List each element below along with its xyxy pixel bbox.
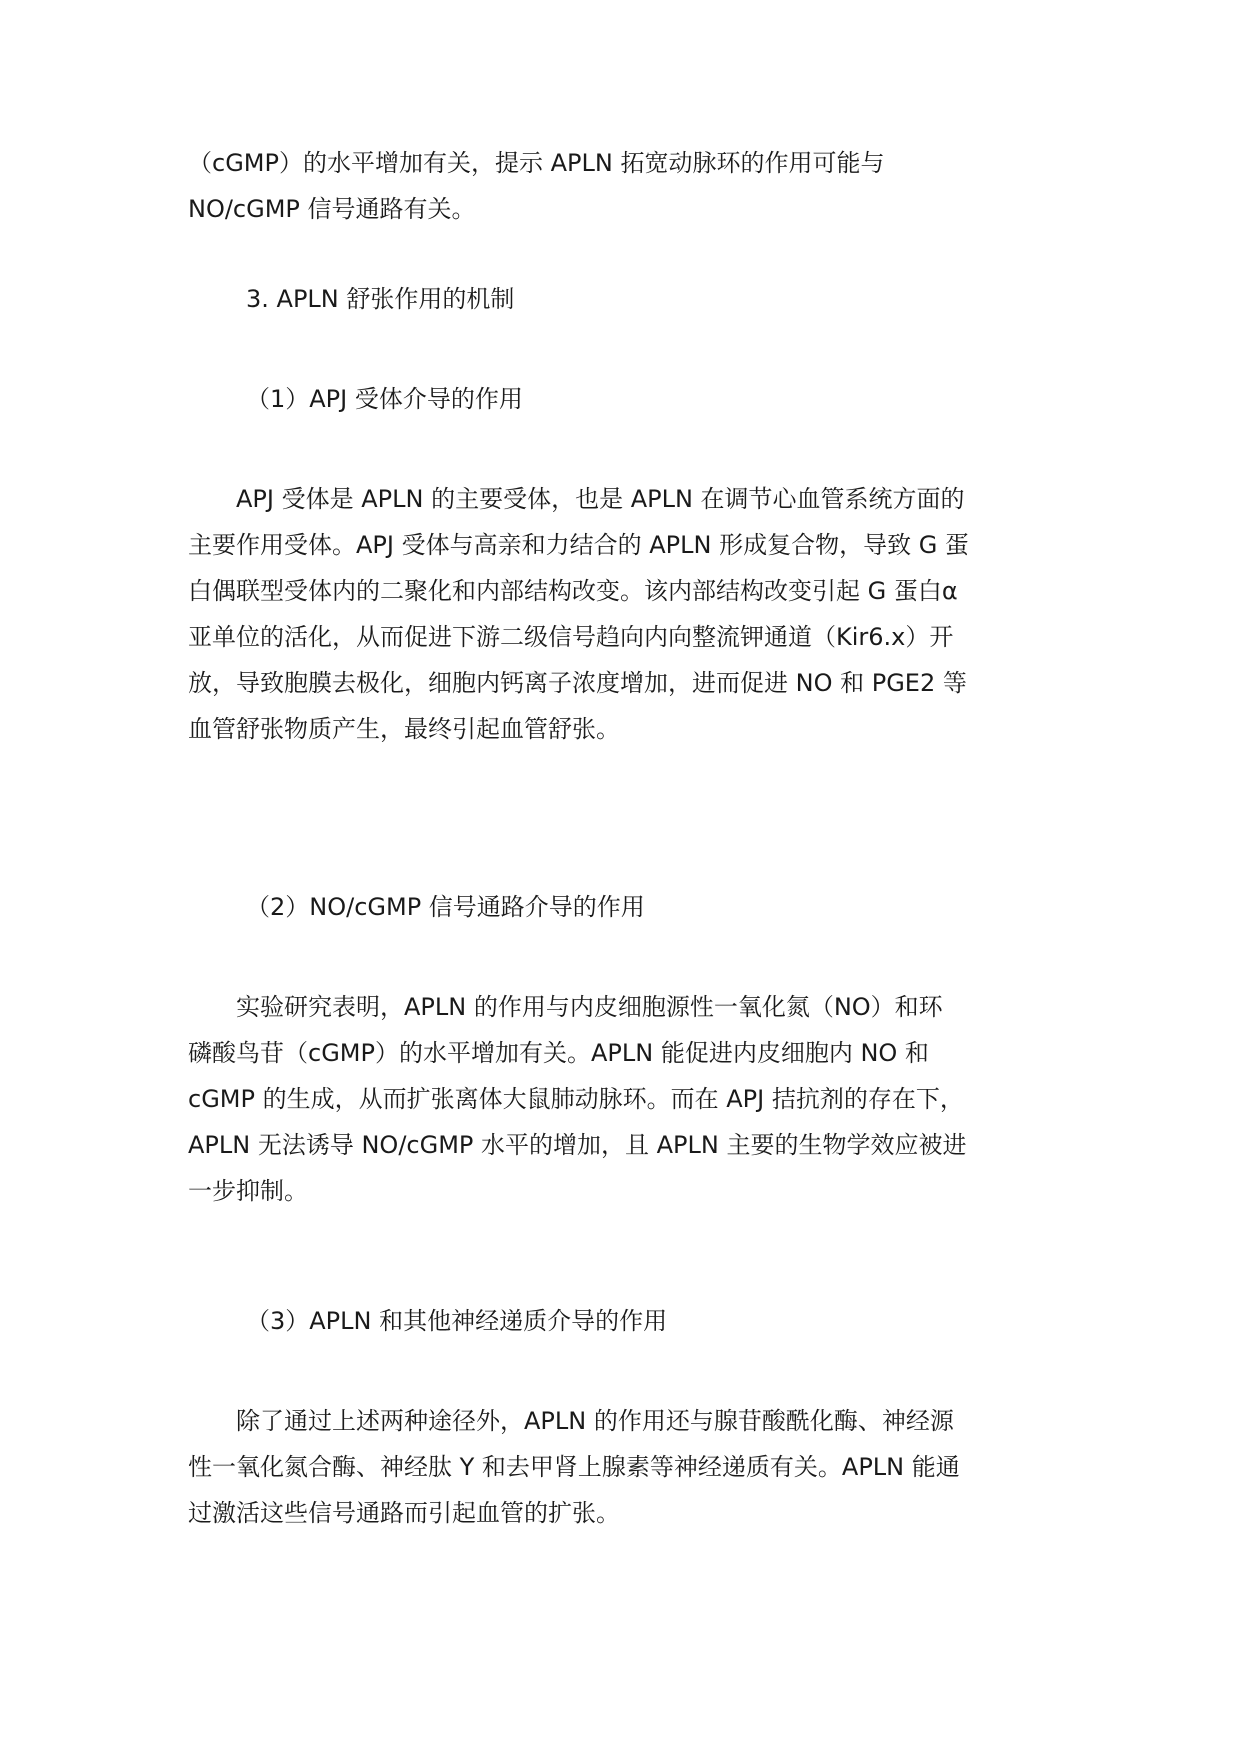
paragraph-line: 血管舒张物质产生，最终引起血管舒张。 <box>188 715 620 743</box>
paragraph-line: APLN 无法诱导 NO/cGMP 水平的增加，且 APLN 主要的生物学效应被进 <box>188 1131 967 1159</box>
subsection-3-heading: （3）APLN 和其他神经递质介导的作用 <box>246 1307 668 1335</box>
paragraph-line: cGMP 的生成，从而扩张离体大鼠肺动脉环。而在 APJ 拮抗剂的存在下， <box>188 1085 964 1113</box>
paragraph-line: 一步抑制。 <box>188 1177 308 1205</box>
subsection-1-heading: （1）APJ 受体介导的作用 <box>246 385 523 413</box>
intro-paragraph <box>188 140 1058 232</box>
subsection-3-paragraph <box>188 1398 1058 1536</box>
paragraph-line: 白偶联型受体内的二聚化和内部结构改变。该内部结构改变引起 G 蛋白α <box>188 577 958 605</box>
subsection-1-paragraph <box>188 476 1058 752</box>
paragraph-line: APJ 受体是 APLN 的主要受体，也是 APLN 在调节心血管系统方面的 <box>188 485 965 513</box>
subsection-2-paragraph <box>188 984 1058 1214</box>
paragraph-line: 性一氧化氮合酶、神经肽 Y 和去甲肾上腺素等神经递质有关。APLN 能通 <box>188 1453 960 1481</box>
paragraph-line: 亚单位的活化，从而促进下游二级信号趋向内向整流钾通道（Kir6.x）开 <box>188 623 954 651</box>
paragraph-line: NO/cGMP 信号通路有关。 <box>188 195 476 223</box>
paragraph-line: 磷酸鸟苷（cGMP）的水平增加有关。APLN 能促进内皮细胞内 NO 和 <box>188 1039 929 1067</box>
subsection-2-heading: （2）NO/cGMP 信号通路介导的作用 <box>246 893 645 921</box>
paragraph-line: 主要作用受体。APJ 受体与高亲和力结合的 APLN 形成复合物，导致 G 蛋 <box>188 531 969 559</box>
paragraph-line: 实验研究表明，APLN 的作用与内皮细胞源性一氧化氮（NO）和环 <box>188 993 943 1021</box>
paragraph-line: （cGMP）的水平增加有关，提示 APLN 拓宽动脉环的作用可能与 <box>188 149 885 177</box>
paragraph-line: 除了通过上述两种途径外，APLN 的作用还与腺苷酸酰化酶、神经源 <box>188 1407 954 1435</box>
paragraph-line: 过激活这些信号通路而引起血管的扩张。 <box>188 1499 620 1527</box>
paragraph-line: 放，导致胞膜去极化，细胞内钙离子浓度增加，进而促进 NO 和 PGE2 等 <box>188 669 967 697</box>
section-heading: 3. APLN 舒张作用的机制 <box>246 285 515 313</box>
